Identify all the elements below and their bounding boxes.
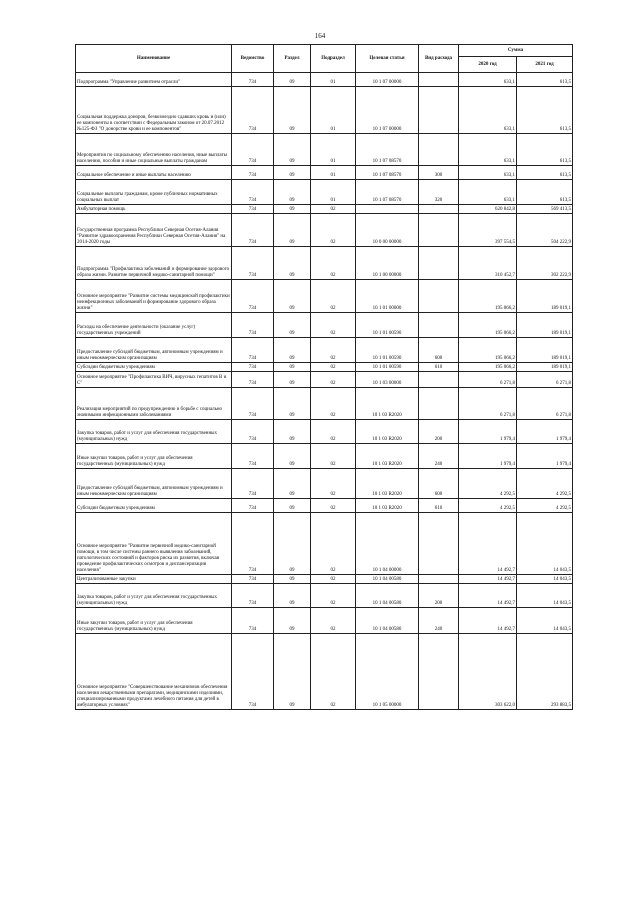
table-row [76,363,573,372]
row-section: 09 [274,634,311,710]
row-department: 734 [232,444,274,469]
row-department: 734 [232,363,274,372]
row-target-article [356,205,419,214]
row-department: 734 [232,469,274,499]
row-name: Закупка товаров, работ и услуг для обеспечения государственных (муниципальных) нужд [76,420,232,444]
table-row [76,608,573,634]
row-sum-2020: 195 066,2 [459,338,517,363]
row-sum-2020: 14 492,7 [459,608,517,634]
row-sum-2021: 613,5 [517,87,573,134]
row-target-article: 10 1 03 R2020 [356,469,419,499]
row-subsection: 02 [311,469,356,499]
table-row [76,499,573,513]
row-expense-type: 300 [419,166,459,180]
table-row [76,180,573,205]
row-expense-type [419,372,459,388]
row-name: Мероприятия по социальному обеспечению населения, иные выплаты населению, пособия и иные социальные выплаты гражданам [76,134,232,166]
row-sum-2020: 6 271,8 [459,388,517,420]
row-target-article: 10 1 07 08570 [356,134,419,166]
table-row [76,166,573,180]
row-expense-type [419,313,459,338]
row-sum-2020: 14 492,7 [459,513,517,575]
row-subsection: 02 [311,205,356,214]
row-section: 09 [274,247,311,280]
row-sum-2020: 633,1 [459,87,517,134]
row-name: Основное мероприятие "Совершенствование механизмов обеспечения населения лекарственными препаратами, медицинскими изделиями, специализированными продуктами лечебного питания для детей в амбулаторных условиях" [76,634,232,710]
row-department: 734 [232,420,274,444]
row-expense-type: 610 [419,499,459,513]
row-expense-type: 600 [419,469,459,499]
row-sum-2020: 6 271,8 [459,372,517,388]
table-row [76,469,573,499]
row-sum-2020: 633,1 [459,134,517,166]
header-sum: Сумма [459,45,573,57]
row-section: 09 [274,134,311,166]
row-expense-type: 610 [419,363,459,372]
row-subsection: 02 [311,444,356,469]
row-subsection: 02 [311,575,356,584]
header-section: Раздел [274,45,311,73]
row-section: 09 [274,469,311,499]
row-department: 734 [232,214,274,247]
header-department: Ведомство [232,45,274,73]
row-target-article: 10 1 03 R2020 [356,444,419,469]
row-department: 734 [232,584,274,608]
table-row [76,584,573,608]
row-section: 09 [274,214,311,247]
row-section: 09 [274,608,311,634]
row-subsection: 02 [311,388,356,420]
row-subsection: 01 [311,180,356,205]
row-sum-2021: 14 043,5 [517,575,573,584]
row-department: 734 [232,499,274,513]
row-subsection: 02 [311,363,356,372]
row-sum-2021: 302 222,9 [517,247,573,280]
row-sum-2020: 633,1 [459,166,517,180]
row-sum-2020: 14 492,7 [459,575,517,584]
row-name: Социальные выплаты гражданам, кроме публичных нормативных социальных выплат [76,180,232,205]
row-target-article: 10 1 07 08570 [356,180,419,205]
table-row [76,420,573,444]
row-sum-2020: 4 292,5 [459,499,517,513]
row-department: 734 [232,73,274,87]
row-name: Амбулаторная помощь [76,205,232,214]
row-expense-type [419,214,459,247]
row-subsection: 02 [311,214,356,247]
row-name: Основное мероприятие "Профилактика ВИЧ, вирусных гепатитов В и С" [76,372,232,388]
row-sum-2020: 195 066,2 [459,363,517,372]
table-row [76,214,573,247]
row-subsection: 02 [311,634,356,710]
row-expense-type [419,73,459,87]
table-row [76,634,573,710]
row-department: 734 [232,338,274,363]
row-section: 09 [274,180,311,205]
row-subsection: 02 [311,513,356,575]
row-sum-2020: 633,1 [459,180,517,205]
table-row [76,388,573,420]
row-department: 734 [232,247,274,280]
row-section: 09 [274,388,311,420]
row-subsection: 02 [311,313,356,338]
row-department: 734 [232,372,274,388]
row-target-article: 10 1 01 00590 [356,338,419,363]
row-section: 09 [274,584,311,608]
table-row [76,87,573,134]
row-target-article: 10 1 03 R2020 [356,499,419,513]
row-department: 734 [232,180,274,205]
row-department: 734 [232,608,274,634]
page-number: 164 [314,32,326,40]
row-sum-2021: 189 019,1 [517,280,573,313]
row-name: Предоставление субсидий бюджетным, автономным учреждениям и иным некоммерческим организациям [76,469,232,499]
row-sum-2021: 4 292,5 [517,499,573,513]
row-target-article: 10 1 04 00580 [356,608,419,634]
row-subsection: 02 [311,372,356,388]
row-section: 09 [274,280,311,313]
row-target-article: 10 1 01 00000 [356,280,419,313]
row-sum-2020: 1 979,4 [459,420,517,444]
table-row [76,513,573,575]
row-expense-type: 240 [419,444,459,469]
row-sum-2021: 569 413,5 [517,205,573,214]
row-name: Предоставление субсидий бюджетным, автономным учреждениям и иным некоммерческим организациям [76,338,232,363]
header-year-2020: 2020 год [459,57,517,73]
row-sum-2021: 189 019,1 [517,313,573,338]
row-target-article: 10 1 01 00590 [356,363,419,372]
row-sum-2021: 14 043,5 [517,513,573,575]
row-section: 09 [274,338,311,363]
row-name: Государственная программа Республики Северная Осетия-Алания "Развитие здравоохранения Республики Северная Осетия-Алания" на 2014-2020 годы [76,214,232,247]
header-expense-type: Вид расхода [419,45,459,73]
table-row [76,372,573,388]
row-subsection: 02 [311,420,356,444]
row-sum-2021: 613,5 [517,180,573,205]
row-target-article: 10 1 04 00580 [356,584,419,608]
row-expense-type: 200 [419,420,459,444]
row-name: Основное мероприятие "Развитие первичной медико-санитарной помощи, в том числе системы раннего выявления заболеваний, патологических состояний и факторов риска их развития, включая проведение профилактических осмотров и диспансеризации населения" [76,513,232,575]
row-sum-2021: 6 271,8 [517,372,573,388]
row-department: 734 [232,134,274,166]
row-target-article: 10 1 03 R2020 [356,420,419,444]
row-section: 09 [274,575,311,584]
row-subsection: 02 [311,608,356,634]
row-sum-2021: 1 979,4 [517,420,573,444]
row-target-article: 10 1 05 00000 [356,634,419,710]
row-department: 734 [232,166,274,180]
row-section: 09 [274,513,311,575]
row-expense-type [419,205,459,214]
row-subsection: 02 [311,499,356,513]
row-sum-2020: 4 292,5 [459,469,517,499]
row-sum-2021: 6 271,8 [517,388,573,420]
row-target-article: 10 1 04 00000 [356,513,419,575]
table-row [76,280,573,313]
row-sum-2020: 310 452,7 [459,247,517,280]
row-name: Субсидии бюджетным учреждениям [76,363,232,372]
row-sum-2021: 1 979,4 [517,444,573,469]
table-row [76,134,573,166]
row-sum-2021: 189 019,1 [517,338,573,363]
row-section: 09 [274,166,311,180]
row-name: Субсидии бюджетным учреждениям [76,499,232,513]
header-name: Наименование [76,45,232,73]
row-subsection: 02 [311,584,356,608]
row-expense-type [419,87,459,134]
row-subsection: 01 [311,134,356,166]
row-name: Подпрограмма "Управление развитием отрасли" [76,73,232,87]
row-name: Социальное обеспечение и иные выплаты населению [76,166,232,180]
row-sum-2021: 4 292,5 [517,469,573,499]
row-department: 734 [232,388,274,420]
table-row [76,313,573,338]
row-department: 734 [232,87,274,134]
row-sum-2021: 293 883,5 [517,634,573,710]
table-row [76,338,573,363]
row-expense-type [419,247,459,280]
row-subsection: 02 [311,338,356,363]
row-expense-type: 240 [419,608,459,634]
row-target-article: 10 1 00 00000 [356,247,419,280]
row-name: Закупка товаров, работ и услуг для обеспечения государственных (муниципальных) нужд [76,584,232,608]
row-target-article: 10 1 07 00000 [356,87,419,134]
row-name: Централизованные закупки [76,575,232,584]
row-sum-2020: 397 554,5 [459,214,517,247]
row-section: 09 [274,313,311,338]
row-subsection: 02 [311,247,356,280]
row-section: 09 [274,73,311,87]
row-section: 09 [274,372,311,388]
row-expense-type [419,634,459,710]
row-subsection: 02 [311,280,356,313]
row-sum-2020: 195 066,2 [459,313,517,338]
row-sum-2021: 613,5 [517,73,573,87]
row-expense-type [419,513,459,575]
row-name: Основное мероприятие "Развитие системы медицинской профилактики неинфекционных заболеваний и формирование здорового образа жизни" [76,280,232,313]
row-section: 09 [274,87,311,134]
row-target-article: 10 1 07 00000 [356,73,419,87]
row-target-article: 10 1 01 00590 [356,313,419,338]
table-row [76,73,573,87]
row-department: 734 [232,205,274,214]
row-section: 09 [274,205,311,214]
row-section: 09 [274,420,311,444]
row-section: 09 [274,499,311,513]
row-name: Реализация мероприятий по предупреждению и борьбе с социально значимыми инфекционными заболеваниями [76,388,232,420]
row-subsection: 01 [311,166,356,180]
row-sum-2020: 303 622,0 [459,634,517,710]
row-sum-2021: 504 222,9 [517,214,573,247]
table-row [76,444,573,469]
table-row [76,575,573,584]
row-department: 734 [232,634,274,710]
row-department: 734 [232,280,274,313]
row-target-article: 10 0 00 00000 [356,214,419,247]
budget-table [75,44,573,710]
row-name: Социальная поддержка доноров, безвозмездно сдавших кровь и (или) ее компоненты в соответствии с Федеральным законом от 20.07.2012 №125-ФЗ "О донорстве крови и ее компонентов" [76,87,232,134]
row-section: 09 [274,363,311,372]
row-department: 734 [232,513,274,575]
header-target-article: Целевая статья [356,45,419,73]
row-sum-2020: 14 492,7 [459,584,517,608]
row-name: Расходы на обеспечение деятельности (оказание услуг) государственных учреждений [76,313,232,338]
row-sum-2021: 613,5 [517,134,573,166]
header-subsection: Подраздел [311,45,356,73]
row-target-article: 10 1 03 R2020 [356,388,419,420]
row-target-article: 10 1 04 00580 [356,575,419,584]
row-sum-2020: 195 066,2 [459,280,517,313]
row-name: Подпрограмма "Профилактика заболеваний и формирование здорового образа жизни. Развитие первичной медико-санитарной помощи" [76,247,232,280]
row-expense-type: 200 [419,584,459,608]
row-department: 734 [232,575,274,584]
row-expense-type: 320 [419,180,459,205]
row-sum-2020: 1 979,4 [459,444,517,469]
row-target-article: 10 1 03 00000 [356,372,419,388]
row-expense-type [419,280,459,313]
table-body [76,73,573,710]
row-section: 09 [274,444,311,469]
table-row [76,247,573,280]
row-name: Иные закупки товаров, работ и услуг для обеспечения государственных (муниципальных) нужд [76,444,232,469]
row-sum-2021: 14 043,5 [517,608,573,634]
row-expense-type [419,575,459,584]
row-expense-type [419,388,459,420]
row-name: Иные закупки товаров, работ и услуг для обеспечения государственных (муниципальных) нужд [76,608,232,634]
row-expense-type [419,134,459,166]
row-sum-2021: 189 019,1 [517,363,573,372]
row-subsection: 01 [311,87,356,134]
table-row [76,205,573,214]
row-subsection: 01 [311,73,356,87]
row-sum-2021: 613,5 [517,166,573,180]
row-sum-2020: 633,1 [459,73,517,87]
row-target-article: 10 1 07 08570 [356,166,419,180]
row-department: 734 [232,313,274,338]
row-sum-2020: 620 842,8 [459,205,517,214]
row-expense-type: 600 [419,338,459,363]
header-year-2021: 2021 год [517,57,573,73]
row-sum-2021: 14 043,5 [517,584,573,608]
